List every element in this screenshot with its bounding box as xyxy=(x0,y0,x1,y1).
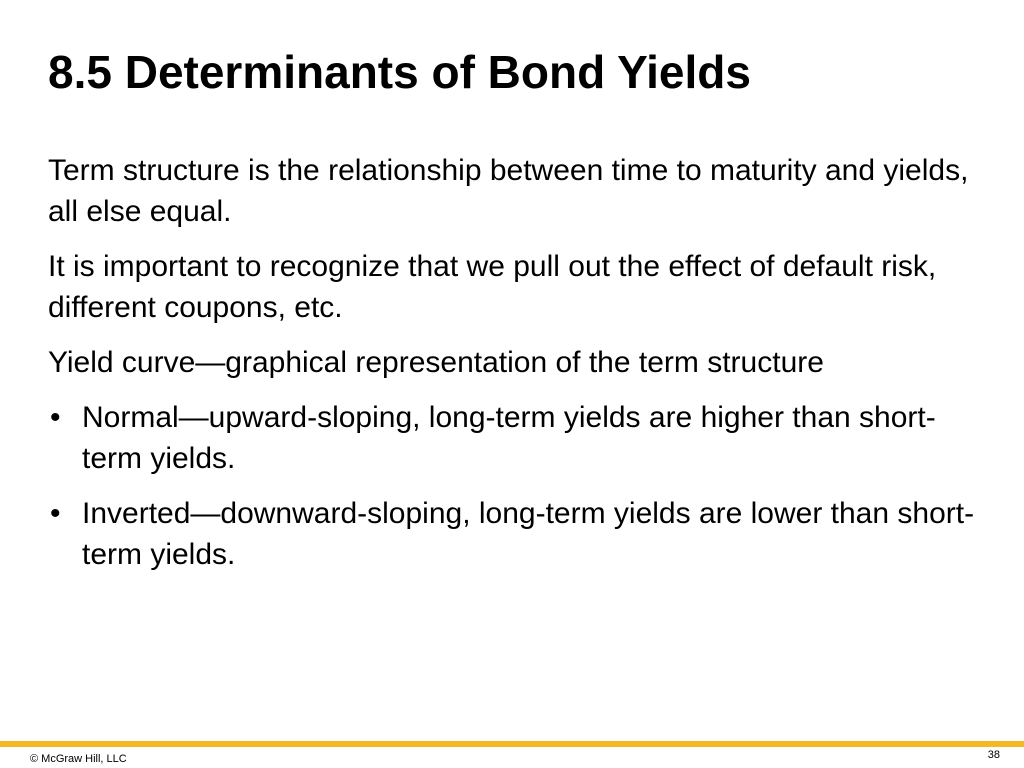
paragraph-default-risk: It is important to recognize that we pull out the effect of default risk, different coupons, etc. xyxy=(48,250,937,324)
paragraph-yield-curve: Yield curve—graphical representation of the term structure xyxy=(48,346,824,379)
slide-body xyxy=(48,150,978,589)
bullet-inverted-text: Inverted—downward-sloping, long-term yields are lower than short-term yields. xyxy=(82,497,975,571)
bullet-normal-text: Normal—upward-sloping, long-term yields are higher than short-term yields. xyxy=(82,401,936,475)
copyright-notice: © McGraw Hill, LLC xyxy=(30,753,127,765)
slide-title: 8.5 Determinants of Bond Yields xyxy=(48,46,751,98)
footer-accent-rule xyxy=(0,741,1024,747)
page-number: 38 xyxy=(987,749,1000,761)
bullet-inverted xyxy=(48,493,978,575)
bullet-icon: • xyxy=(50,497,61,530)
bullet-icon: • xyxy=(50,401,61,434)
paragraph-term-structure: Term structure is the relationship between time to maturity and yields, all else equal. xyxy=(48,154,969,228)
bullet-normal xyxy=(48,397,978,479)
